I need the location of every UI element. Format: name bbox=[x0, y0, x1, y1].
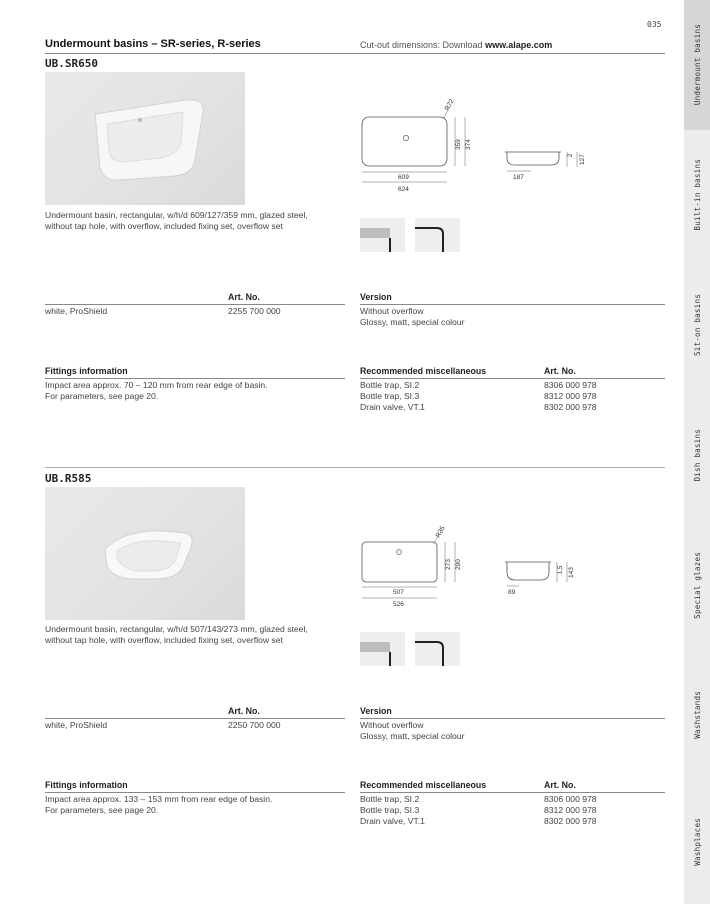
misc-header: Recommended miscellaneous bbox=[360, 780, 487, 790]
art-no: 2250 700 000 bbox=[228, 720, 281, 730]
dim-outer-depth: 290 bbox=[455, 559, 462, 570]
dim-side-depth: 89 bbox=[508, 589, 516, 596]
variant: white, ProShield bbox=[45, 306, 108, 316]
product-photo bbox=[45, 487, 245, 620]
art-no-header: Art. No. bbox=[228, 292, 260, 302]
basin-photo-illustration bbox=[45, 72, 245, 205]
dim-side-rim: 1,5 bbox=[558, 565, 564, 574]
dim-inner-depth: 273 bbox=[445, 559, 452, 570]
technical-drawing bbox=[355, 95, 595, 200]
misc-item: Drain valve, VT.1 bbox=[360, 816, 425, 826]
edge-detail-1 bbox=[360, 218, 405, 252]
tab-special-glazes[interactable]: Special glazes bbox=[692, 551, 702, 619]
version-header: Version bbox=[360, 706, 392, 716]
page-number: 035 bbox=[647, 20, 662, 29]
tab-dish-basins[interactable]: Dish basins bbox=[692, 428, 702, 482]
divider bbox=[360, 718, 665, 719]
dim-inner-width: 507 bbox=[393, 589, 404, 596]
misc-art: 8306 000 978 bbox=[544, 380, 597, 390]
art-no-header: Art. No. bbox=[228, 706, 260, 716]
misc-item: Bottle trap, SI.3 bbox=[360, 391, 420, 401]
misc-art-header: Art. No. bbox=[544, 366, 576, 376]
cutout-prefix: Cut-out dimensions: Download bbox=[360, 40, 486, 50]
dim-side-height: 127 bbox=[579, 154, 586, 165]
version-line1: Without overflow bbox=[360, 306, 424, 316]
fittings-header: Fittings information bbox=[45, 366, 128, 376]
version-line1: Without overflow bbox=[360, 720, 424, 730]
misc-art: 8306 000 978 bbox=[544, 794, 597, 804]
version-line2: Glossy, matt, special colour bbox=[360, 731, 465, 741]
divider bbox=[45, 792, 345, 793]
misc-art: 8302 000 978 bbox=[544, 402, 597, 412]
variant: white, ProShield bbox=[45, 720, 108, 730]
technical-drawing bbox=[355, 520, 595, 615]
dim-side-depth: 187 bbox=[513, 174, 524, 181]
product-photo bbox=[45, 72, 245, 205]
edge-detail-2 bbox=[415, 218, 460, 252]
divider bbox=[45, 718, 345, 719]
product-code: UB.SR650 bbox=[45, 57, 98, 70]
dim-inner-width: 609 bbox=[398, 174, 409, 181]
cutout-link[interactable]: www.alape.com bbox=[485, 40, 553, 50]
header-rule bbox=[45, 53, 665, 54]
misc-item: Bottle trap, SI.2 bbox=[360, 794, 420, 804]
version-header: Version bbox=[360, 292, 392, 302]
misc-art: 8312 000 978 bbox=[544, 391, 597, 401]
divider bbox=[45, 304, 345, 305]
cutout-note bbox=[360, 40, 552, 50]
tab-washplaces[interactable]: Washplaces bbox=[692, 818, 702, 866]
misc-art: 8312 000 978 bbox=[544, 805, 597, 815]
misc-item: Bottle trap, SI.2 bbox=[360, 380, 420, 390]
dim-radius: R35 bbox=[434, 525, 447, 539]
tab-washstands[interactable]: Washstands bbox=[692, 691, 702, 739]
fittings-header: Fittings information bbox=[45, 780, 128, 790]
edge-detail-2 bbox=[415, 632, 460, 666]
product-description: Undermount basin, rectangular, w/h/d 507/143/273 mm, glazed steel, without tap hole, with overflow, included fixing set, overflow set bbox=[45, 624, 308, 645]
tab-built-in-basins[interactable]: Built-in basins bbox=[692, 159, 702, 231]
dim-radius: R72 bbox=[443, 98, 456, 112]
divider bbox=[360, 378, 665, 379]
product-code: UB.R585 bbox=[45, 472, 92, 485]
misc-art: 8302 000 978 bbox=[544, 816, 597, 826]
divider bbox=[360, 304, 665, 305]
misc-item: Bottle trap, SI.3 bbox=[360, 805, 420, 815]
dim-side-rim: 2 bbox=[568, 153, 574, 157]
product-description: Undermount basin, rectangular, w/h/d 609/127/359 mm, glazed steel, without tap hole, with overflow, included fixing set, overflow set bbox=[45, 210, 308, 231]
misc-header: Recommended miscellaneous bbox=[360, 366, 487, 376]
dim-outer-width: 526 bbox=[393, 601, 404, 608]
page-title: Undermount basins – SR-series, R-series bbox=[45, 38, 261, 50]
tab-sit-on-basins[interactable]: Sit-on basins bbox=[692, 293, 702, 357]
fittings-line1: Impact area approx. 133 – 153 mm from rear edge of basin. bbox=[45, 794, 273, 804]
section-divider bbox=[45, 467, 665, 468]
divider bbox=[360, 792, 665, 793]
dim-outer-depth: 374 bbox=[465, 139, 472, 150]
divider bbox=[45, 378, 345, 379]
tab-undermount-basins[interactable]: Undermount basins bbox=[684, 0, 710, 130]
dim-inner-depth: 359 bbox=[455, 139, 462, 150]
edge-detail-1 bbox=[360, 632, 405, 666]
fittings-line2: For parameters, see page 20. bbox=[45, 391, 159, 401]
fittings-line1: Impact area approx. 70 – 120 mm from rear edge of basin. bbox=[45, 380, 268, 390]
misc-item: Drain valve, VT.1 bbox=[360, 402, 425, 412]
misc-art-header: Art. No. bbox=[544, 780, 576, 790]
art-no: 2255 700 000 bbox=[228, 306, 281, 316]
basin-photo-illustration bbox=[45, 487, 245, 620]
version-line2: Glossy, matt, special colour bbox=[360, 317, 465, 327]
fittings-line2: For parameters, see page 20. bbox=[45, 805, 159, 815]
dim-outer-width: 624 bbox=[398, 186, 409, 193]
dim-side-height: 143 bbox=[568, 567, 575, 578]
